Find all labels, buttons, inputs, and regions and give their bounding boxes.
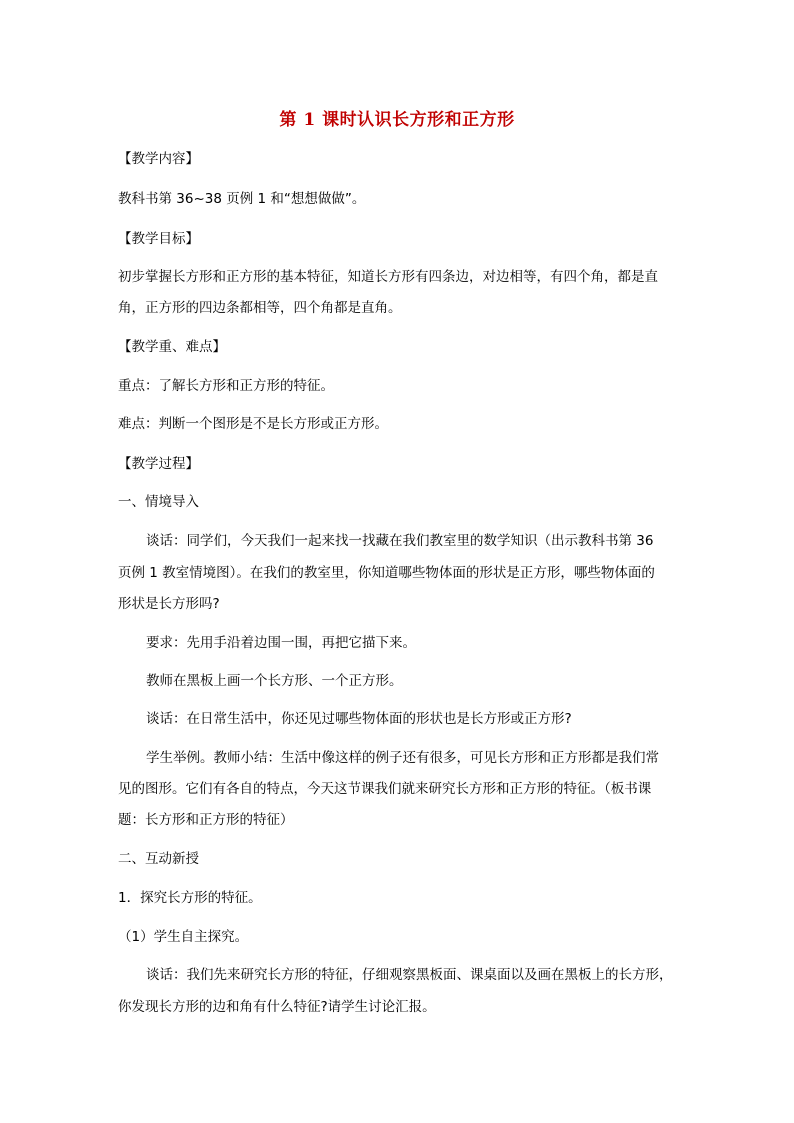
paragraph-6-line-1: 谈话：我们先来研究长方形的特征，仔细观察黑板面、课桌面以及画在黑板上的长方形， [146, 967, 673, 983]
document-title: 第 1 课时认识长方形和正方形 [279, 110, 515, 130]
paragraph-4: 谈话：在日常生活中，你还见过哪些物体面的形状也是长方形或正方形? [146, 711, 572, 727]
paragraph-2: 要求：先用手沿着边围一围，再把它描下来。 [146, 635, 416, 651]
paragraph-1-line-2: 页例 1 教室情境图）。在我们的教室里，你知道哪些物体面的形状是正方形，哪些物体面的 [118, 565, 655, 581]
part2-heading: 二、互动新授 [118, 851, 199, 867]
content-text: 教科书第 36~38 页例 1 和“想想做做”。 [118, 191, 366, 207]
content-heading: 【教学内容】 [118, 151, 199, 167]
key-point: 重点：了解长方形和正方形的特征。 [118, 378, 334, 394]
step1-subheading: （1）学生自主探究。 [118, 929, 249, 945]
paragraph-5-line-3: 题：长方形和正方形的特征） [118, 812, 294, 828]
difficult-point: 难点：判断一个图形是不是长方形或正方形。 [118, 416, 388, 432]
goal-line-1: 初步掌握长方形和正方形的基本特征，知道长方形有四条边，对边相等，有四个角，都是直 [118, 269, 658, 285]
step1-heading: 1．探究长方形的特征。 [118, 890, 262, 906]
part1-heading: 一、情境导入 [118, 494, 199, 510]
process-heading: 【教学过程】 [118, 456, 199, 472]
key-heading: 【教学重、难点】 [118, 339, 226, 355]
goal-line-2: 角，正方形的四边条都相等，四个角都是直角。 [118, 300, 402, 316]
paragraph-1-line-1: 谈话：同学们，今天我们一起来找一找藏在我们教室里的数学知识（出示教科书第 36 [146, 533, 654, 549]
goal-heading: 【教学目标】 [118, 231, 199, 247]
paragraph-1-line-3: 形状是长方形吗? [118, 596, 220, 612]
paragraph-5-line-2: 见的图形。它们有各自的特点，今天这节课我们就来研究长方形和正方形的特征。（板书课 [118, 781, 652, 797]
paragraph-5-line-1: 学生举例。教师小结：生活中像这样的例子还有很多，可见长方形和正方形都是我们常 [146, 750, 659, 766]
paragraph-3: 教师在黑板上画一个长方形、一个正方形。 [146, 673, 403, 689]
paragraph-6-line-2: 你发现长方形的边和角有什么特征?请学生讨论汇报。 [118, 999, 436, 1015]
